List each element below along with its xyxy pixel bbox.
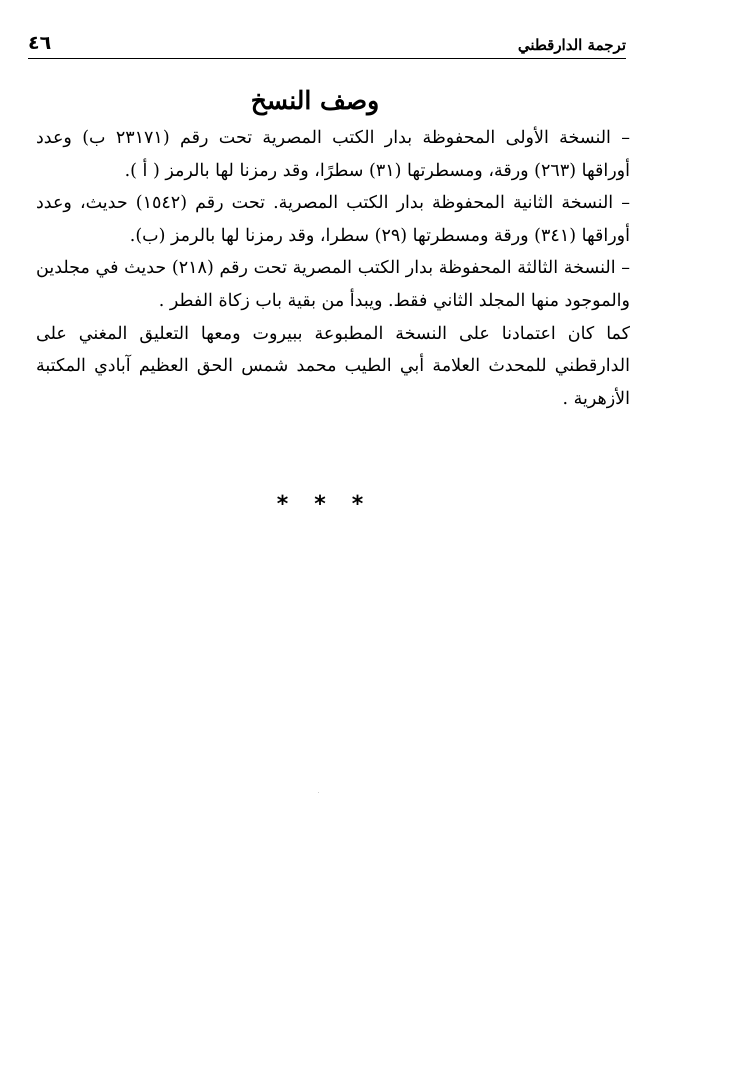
paragraph-manuscript-3: – النسخة الثالثة المحفوظة بدار الكتب المصرية تحت رقم (٢١٨) حديث في مجلدين والموجود منها المجلد الثاني فقط. ويبدأ من بقية باب زكاة الفطر . xyxy=(36,258,630,311)
section-title: وصف النسخ xyxy=(250,86,380,115)
asterisk-mark: * xyxy=(351,492,364,517)
running-title: ترجمة الدارقطني xyxy=(517,36,626,54)
running-header xyxy=(28,28,626,58)
section-divider xyxy=(230,492,410,518)
asterisk-mark: * xyxy=(314,492,326,517)
body-text xyxy=(36,122,630,415)
paragraph-manuscript-1: – النسخة الأولى المحفوظة بدار الكتب المصرية تحت رقم (٢٣١٧١ ب) وعدد أوراقها (٢٦٣) ورقة، ومسطرتها (٣١) سطرًا، وقد رمزنا لها بالرمز ( أ ). xyxy=(36,128,630,181)
scan-speck xyxy=(318,792,319,793)
page-number: ٤٦ xyxy=(28,32,52,54)
paragraph-manuscript-2: – النسخة الثانية المحفوظة بدار الكتب المصرية. تحت رقم (١٥٤٢) حديث، وعدد أوراقها (٣٤١) ورقة ومسطرتها (٢٩) سطرا، وقد رمزنا لها بالرمز (ب). xyxy=(36,193,630,246)
paragraph-printed-edition: كما كان اعتمادنا على النسخة المطبوعة ببيروت ومعها التعليق المغني على الدارقطني للمحدث العلامة أبي الطيب محمد شمس الحق العظيم آبادي المكتبة الأزهرية . xyxy=(36,323,630,409)
header-rule xyxy=(28,58,626,59)
asterisk-mark: * xyxy=(276,492,289,517)
